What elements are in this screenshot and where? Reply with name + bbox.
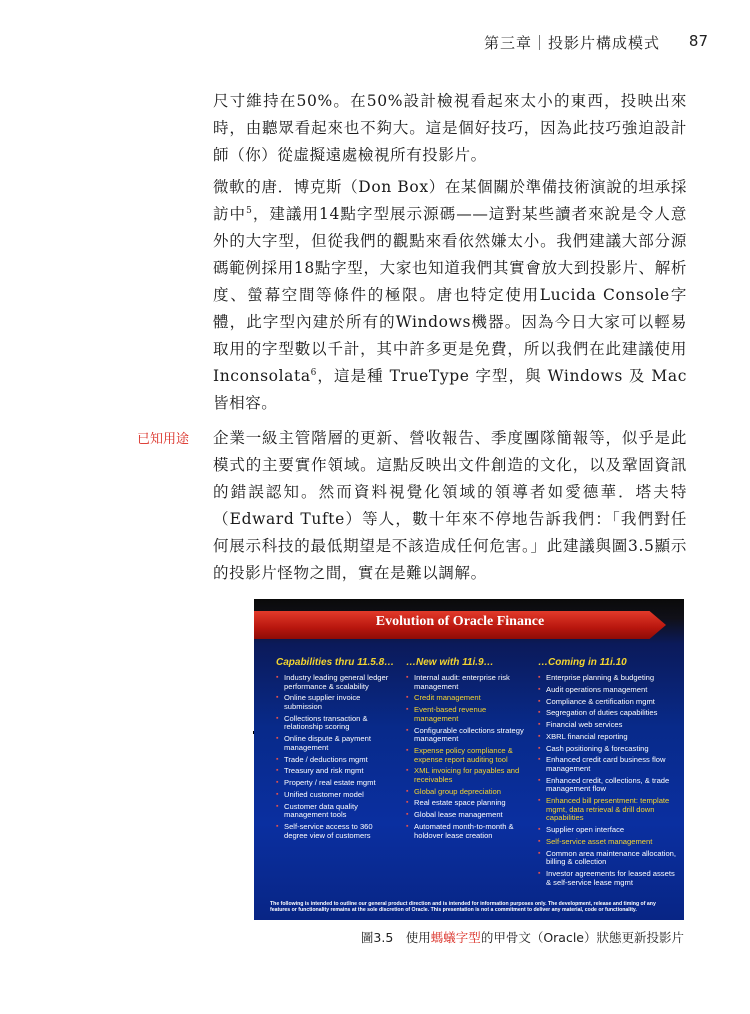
page-number: 87 <box>688 32 708 50</box>
slide-column-coming <box>538 657 680 891</box>
page-header <box>0 30 750 56</box>
paragraph-2-part-a: 微軟的唐．博克斯（Don Box）在某個關於準備技術演說的坦承採訪中 <box>213 178 687 223</box>
slide-bullet-item: ▪ Event-based revenue management <box>406 706 531 723</box>
slide-bullet-item: ▪ Industry leading general ledger performance & scalability <box>276 674 394 691</box>
slide-bullet-item: ▪ Compliance & certification mgmt <box>538 698 680 707</box>
slide-bullet-item: ▪ Enterprise planning & budgeting <box>538 674 680 683</box>
slide-bullet-item: ▪ Audit operations management <box>538 686 680 695</box>
column-heading: …Coming in 11i.10 <box>538 657 627 668</box>
figure-caption <box>361 928 684 946</box>
slide-bullet-item: ▪ Configurable collections strategy management <box>406 727 531 744</box>
slide-bullet-item: ▪ Financial web services <box>538 721 680 730</box>
slide-bullet-item: ▪ Global lease management <box>406 811 531 820</box>
caption-prefix: 圖3.5 使用 <box>360 930 431 945</box>
slide-bullet-item: ▪ Online supplier invoice submission <box>276 694 394 711</box>
slide-bullet-item: ▪ Automated month-to-month & holdover lease creation <box>406 823 531 840</box>
column-list <box>406 674 531 840</box>
slide-disclaimer: The following is intended to outline our general product direction and is intended for information purposes only. The development, release and timing of any features or functionality remains at the sole discretion of Oracle. This presentation is not a commitment to deliver any material, code or functionality. <box>270 901 656 914</box>
slide-bullet-item: ▪ Online dispute & payment management <box>276 735 394 752</box>
slide-bullet-item: ▪ Expense policy compliance & expense report auditing tool <box>406 747 531 764</box>
column-list <box>538 674 680 887</box>
caption-suffix: 的甲骨文（Oracle）狀態更新投影片 <box>480 930 684 945</box>
slide-bullet-item: ▪ Global group depreciation <box>406 788 531 797</box>
slide-bullet-item: ▪ Enhanced credit card business flow management <box>538 756 680 773</box>
slide-column-new <box>406 657 531 843</box>
slide-bullet-item: ▪ Segregation of duties capabilities <box>538 709 680 718</box>
slide-bullet-item: ▪ Enhanced credit, collections, & trade management flow <box>538 777 680 794</box>
paragraph-2-part-b: ，建議用14點字型展示源碼——這對某些讀者來說是令人意外的大字型，但從我們的觀點來看依然嫌太小。我們建議大部分源碼範例採用18點字型，大家也知道我們其實會放大到投影片、解析度、螢幕空間等條件的極限。唐也特定使用Lucida Console字體，此字型內建於所有的Windows機器。因為今日大家可以輕易取用的字型數以千計，其中許多更是免費，所以我們在此建議使用 Inconsolata <box>213 205 687 385</box>
slide-bullet-item: ▪ Enhanced bill presentment: template mgmt, data retrieval & drill down capabilities <box>538 797 680 823</box>
slide-bullet-item: ▪ Investor agreements for leased assets & self-service lease mgmt <box>538 870 680 887</box>
chapter-title: 第三章｜投影片構成模式 <box>483 34 660 52</box>
margin-note-known-uses: 已知用途 <box>137 432 190 447</box>
oracle-finance-slide-figure <box>254 599 684 920</box>
caption-highlight: 螞蟻字型 <box>430 930 481 945</box>
footnote-ref-6[interactable]: 6 <box>310 367 317 378</box>
slide-bullet-item: ▪ Customer data quality management tools <box>276 803 394 820</box>
slide-bullet-item: ▪ Unified customer model <box>276 791 394 800</box>
paragraph-2 <box>213 174 687 417</box>
slide-column-capabilities <box>276 657 394 843</box>
column-heading: …New with 11i.9… <box>406 657 494 668</box>
slide-bullet-item: ▪ Self-service asset management <box>538 838 680 847</box>
column-list <box>276 674 394 840</box>
paragraph-2-part-c: ，這是種 TrueType 字型，與 Windows 及 Mac 皆相容。 <box>213 367 687 412</box>
slide-bullet-item: ▪ Real estate space planning <box>406 799 531 808</box>
slide-bullet-item: ▪ Property / real estate mgmt <box>276 779 394 788</box>
footnote-ref-5[interactable]: 5 <box>246 205 253 216</box>
slide-bullet-item: ▪ Internal audit: enterprise risk management <box>406 674 531 691</box>
slide-bullet-item: ▪ XML invoicing for payables and receivables <box>406 767 531 784</box>
slide-title: Evolution of Oracle Finance <box>375 614 545 629</box>
slide-bullet-item: ▪ Credit management <box>406 694 531 703</box>
slide-bullet-item: ▪ Treasury and risk mgmt <box>276 767 394 776</box>
slide-bullet-item: ▪ Collections transaction & relationship scoring <box>276 715 394 732</box>
slide-bullet-item: ▪ Common area maintenance allocation, billing & collection <box>538 850 680 867</box>
slide-bullet-item: ▪ Supplier open interface <box>538 826 680 835</box>
slide-bullet-item: ▪ XBRL financial reporting <box>538 733 680 742</box>
paragraph-3: 企業一級主管階層的更新、營收報告、季度團隊簡報等，似乎是此模式的主要實作領域。這點反映出文件創造的文化，以及鞏固資訊的錯誤認知。然而資料視覺化領域的領導者如愛德華．塔夫特（Edward Tufte）等人，數十年來不停地告訴我們：「我們對任何展示科技的最低期望是不該造成任何危害。」此建議與圖3.5顯示的投影片怪物之間，實在是難以調解。 <box>213 429 687 582</box>
column-heading: Capabilities thru 11.5.8… <box>276 657 395 668</box>
slide-bullet-item: ▪ Self-service access to 360 degree view of customers <box>276 823 394 840</box>
slide-bullet-item: ▪ Cash positioning & forecasting <box>538 745 680 754</box>
paragraph-1: 尺寸維持在50%。在50%設計檢視看起來太小的東西，投映出來時，由聽眾看起來也不夠大。這是個好技巧，因為此技巧強迫設計師（你）從虛擬遠處檢視所有投影片。 <box>213 92 687 164</box>
slide-bullet-item: ▪ Trade / deductions mgmt <box>276 756 394 765</box>
